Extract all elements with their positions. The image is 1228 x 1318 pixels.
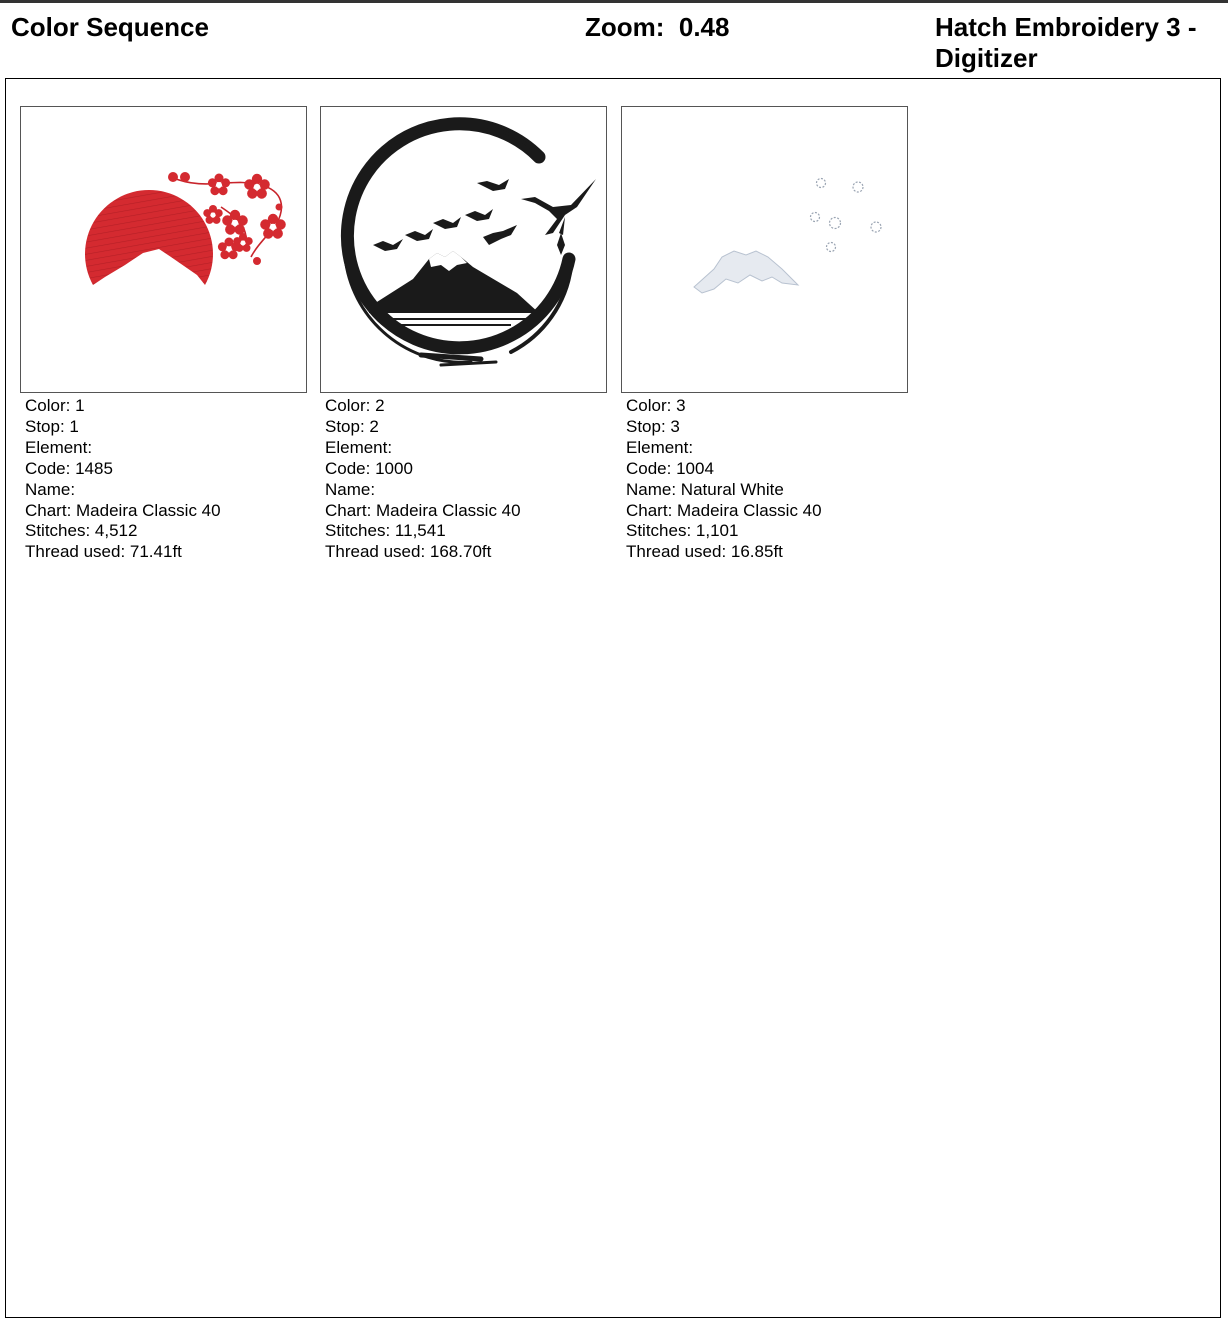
stop-number: Stop: 2 [325, 416, 379, 436]
color-info-3 [626, 396, 908, 563]
top-rule [0, 0, 1228, 3]
stop-number: Stop: 3 [626, 416, 680, 436]
thread-name: Name: Natural White [626, 479, 784, 499]
color-card-1 [20, 106, 307, 563]
stitch-count: Stitches: 1,101 [626, 521, 739, 541]
page-title: Color Sequence [11, 12, 209, 42]
color-preview-1 [20, 106, 307, 393]
thread-code: Code: 1004 [626, 458, 714, 478]
thread-used: Thread used: 16.85ft [626, 542, 783, 562]
sun-blossom-design [21, 107, 306, 392]
color-info-1 [25, 396, 307, 563]
stitch-count: Stitches: 11,541 [325, 521, 446, 541]
app-name: Hatch Embroidery 3 - Digitizer [935, 12, 1197, 73]
thread-code: Code: 1485 [25, 458, 113, 478]
thread-chart: Chart: Madeira Classic 40 [626, 500, 822, 520]
element-label: Element: [25, 437, 93, 457]
color-card-2 [320, 106, 607, 563]
color-number: Color: 1 [25, 396, 85, 415]
color-card-3 [621, 106, 908, 563]
mountain-circle-design [321, 107, 606, 392]
thread-name: Name: [325, 479, 376, 499]
color-number: Color: 3 [626, 396, 686, 415]
thread-used: Thread used: 71.41ft [25, 542, 182, 562]
thread-used: Thread used: 168.70ft [325, 542, 492, 562]
element-label: Element: [626, 437, 694, 457]
stitch-count: Stitches: 4,512 [25, 521, 138, 541]
color-number: Color: 2 [325, 396, 385, 415]
color-preview-3 [621, 106, 908, 393]
color-info-2 [325, 396, 607, 563]
color-preview-2 [320, 106, 607, 393]
snowcap-blossom-design [622, 107, 907, 392]
thread-chart: Chart: Madeira Classic 40 [25, 500, 221, 520]
thread-code: Code: 1000 [325, 458, 413, 478]
stop-number: Stop: 1 [25, 416, 79, 436]
thread-name: Name: [25, 479, 76, 499]
zoom-level: Zoom: 0.48 [585, 12, 730, 42]
thread-chart: Chart: Madeira Classic 40 [325, 500, 521, 520]
element-label: Element: [325, 437, 393, 457]
